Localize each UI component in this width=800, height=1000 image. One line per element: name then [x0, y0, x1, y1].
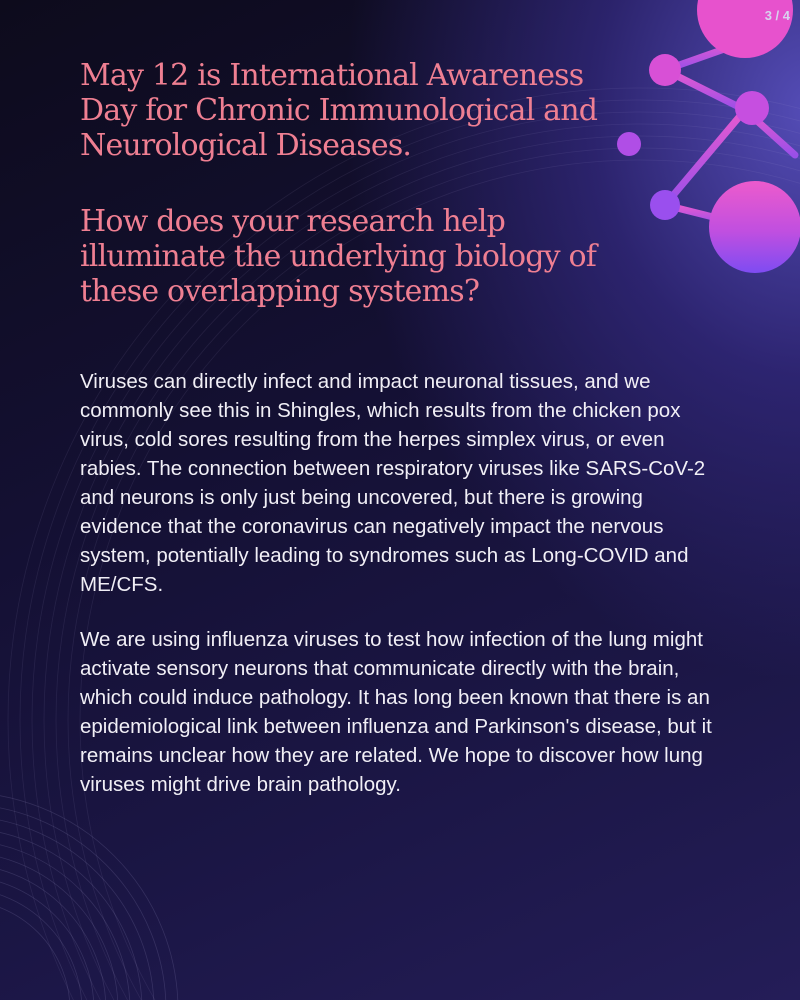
- molecule-graphic: [617, 0, 800, 273]
- headline: May 12 is International Awareness Day for Chronic Immunological and Neurological Diseases.: [80, 58, 598, 163]
- body-paragraph-1: Viruses can directly infect and impact neuronal tissues, and we commonly see this in Shingles, which results from the chicken pox virus, cold sores resulting from the herpes simplex virus, or even rabies. The connection between respiratory viruses like SARS-CoV-2 and neurons is only just being uncovered, but there is growing evidence that the coronavirus can negatively impact the nervous system, potentially leading to syndromes such as Long-COVID and ME/CFS.: [80, 370, 706, 596]
- question-heading: How does your research help illuminate the underlying biology of these overlapping systems?: [80, 204, 597, 309]
- concentric-arcs-lower-left: [0, 792, 178, 1000]
- molecule-node-large: [709, 181, 800, 273]
- molecule-node-upper: [649, 54, 681, 86]
- page-indicator: 3 / 4: [764, 8, 790, 23]
- molecule-node-lower: [650, 190, 680, 220]
- body-paragraph-2: We are using influenza viruses to test how infection of the lung might activate sensory neurons that communicate directly with the brain, which could induce pathology. It has long been known that there is an epidemiological link between influenza and Parkinson's disease, but it remains unclear how they are related. We hope to discover how lung viruses might drive brain pathology.: [80, 628, 712, 796]
- molecule-node-right: [735, 91, 769, 125]
